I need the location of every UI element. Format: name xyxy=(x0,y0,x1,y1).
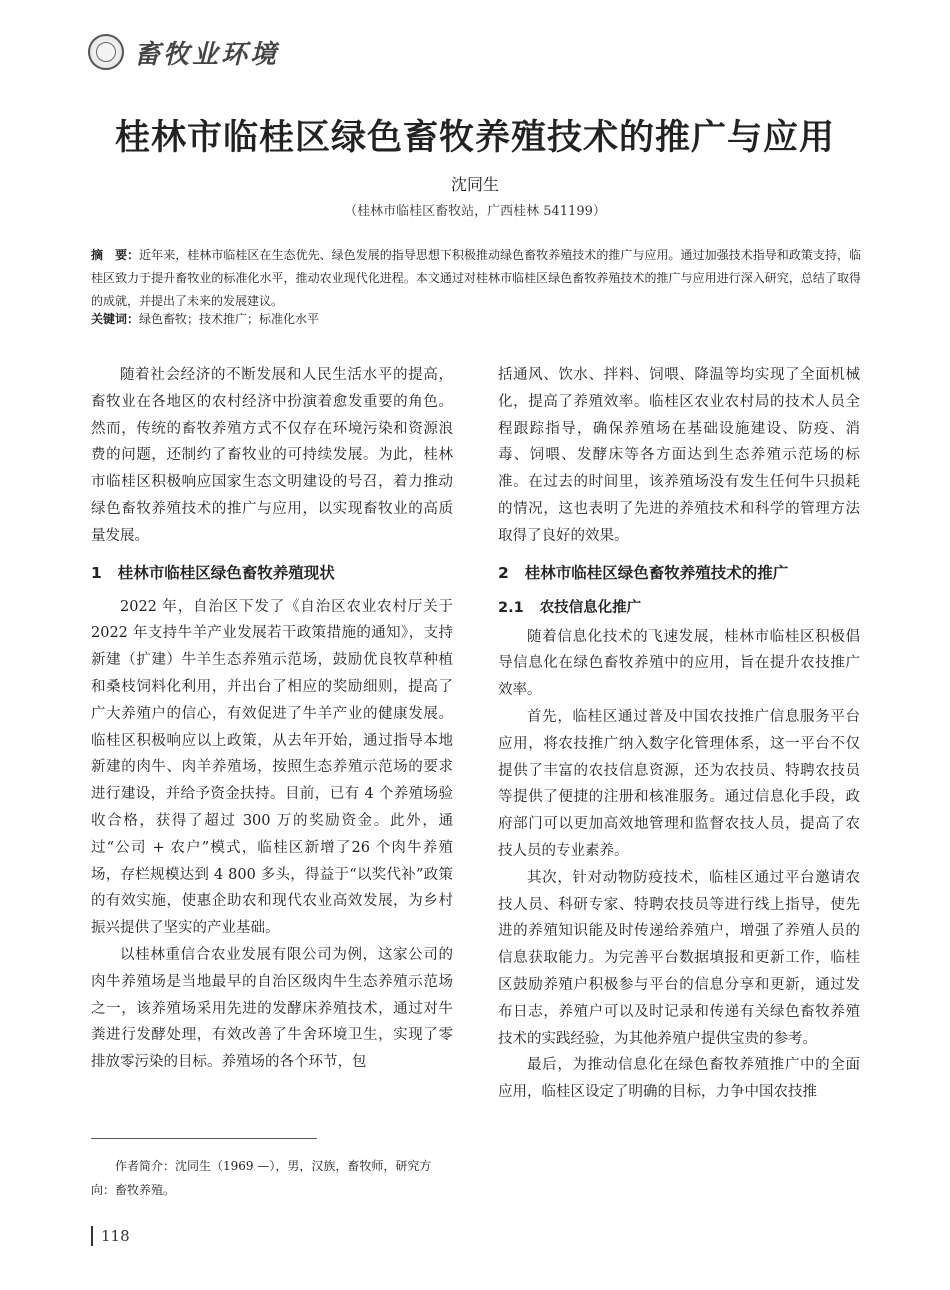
keywords xyxy=(91,308,861,331)
left-column xyxy=(91,362,453,1076)
right-column xyxy=(498,362,860,1106)
subsection-2-1-paragraph-3: 其次，针对动物防疫技术，临桂区通过平台邀请农技人员、科研专家、特聘农技员等进行线上指导，使先进的养殖知识能及时传递给养殖户，增强了养殖人员的信息获取能力。为完善平台数据填报和更新工作，临桂区鼓励养殖户积极参与平台的信息分享和更新，通过发布日志，养殖户可以及时记录和传递有关绿色畜牧养殖技术的实践经验，为其他养殖户提供宝贵的参考。 xyxy=(498,869,860,1047)
section-1-number: 1 xyxy=(91,563,102,582)
journal-masthead xyxy=(88,32,279,72)
journal-name: 畜牧业环境 xyxy=(134,39,280,70)
page-number: 118 xyxy=(101,1227,130,1245)
page-number-bar xyxy=(91,1226,93,1246)
intro-paragraph: 随着社会经济的不断发展和人民生活水平的提高，畜牧业在各地区的农村经济中扮演着愈发重要的角色。然而，传统的畜牧养殖方式不仅存在环境污染和资源浪费的问题，还制约了畜牧业的可持续发展。为此，桂林市临桂区积极响应国家生态文明建设的号召，着力推动绿色畜牧养殖技术的推广与应用，以实现畜牧业的高质量发展。 xyxy=(91,367,453,544)
footnote-text: 作者简介：沈同生（1969 —），男，汉族，畜牧师，研究方向：畜牧养殖。 xyxy=(91,1159,432,1197)
abstract-label: 摘 要： xyxy=(91,248,140,262)
journal-logo-icon xyxy=(88,34,124,70)
subsection-2-1-heading xyxy=(498,594,860,622)
section-2-number: 2 xyxy=(498,563,509,582)
subsection-2-1-number: 2.1 xyxy=(498,599,524,616)
section-1-title: 桂林市临桂区绿色畜牧养殖现状 xyxy=(117,563,335,582)
author-footnote xyxy=(91,1154,453,1202)
keywords-text: 绿色畜牧；技术推广；标准化水平 xyxy=(139,312,320,326)
abstract-text: 近年来，桂林市临桂区在生态优先、绿色发展的指导思想下积极推动绿色畜牧养殖技术的推广与应用。通过加强技术指导和政策支持，临桂区致力于提升畜牧业的标准化水平，推动农业现代化进程。本文通过对桂林市临桂区绿色畜牧养殖技术的推广与应用进行深入研究，总结了取得的成就，并提出了未来的发展建议。 xyxy=(91,248,861,308)
keywords-label: 关键词： xyxy=(91,312,140,326)
abstract xyxy=(91,244,861,313)
author-name: 沈同生 xyxy=(450,175,499,194)
subsection-2-1-paragraph-4: 最后，为推动信息化在绿色畜牧养殖推广中的全面应用，临桂区设定了明确的目标，力争中国农技推 xyxy=(498,1057,860,1101)
section-1-paragraph-2-continued: 括通风、饮水、拌料、饲喂、降温等均实现了全面机械化，提高了养殖效率。临桂区农业农村局的技术人员全程跟踪指导，确保养殖场在基础设施建设、防疫、消毒、饲喂、发酵床等各方面达到生态养殖示范场的标准。在过去的时间里，该养殖场没有发生任何牛只损耗的情况，这也表明了先进的养殖技术和科学的管理方法取得了良好的效果。 xyxy=(498,367,860,544)
article-title: 桂林市临桂区绿色畜牧养殖技术的推广与应用 xyxy=(114,118,835,158)
section-1-paragraph-1: 2022 年，自治区下发了《自治区农业农村厅关于2022 年支持牛羊产业发展若干政策措施的通知》，支持新建（扩建）牛羊生态养殖示范场，鼓励优良牧草种植和桑枝饲料化利用，并出台了相应的奖励细则，提高了广大养殖户的信心，有效促进了牛羊产业的健康发展。临桂区积极响应以上政策，从去年开始，通过指导本地新建的肉牛、肉羊养殖场，按照生态养殖示范场的要求进行建设，并给予资金扶持。目前，已有 4 个养殖场验收合格，获得了超过 300 万的奖励资金。此外，通过“公司 + 农户”模式，临桂区新增了26 个肉牛养殖场，存栏规模达到 4 800 多头，得益于“以奖代补”政策的有效实施，使惠企助农和现代农业高效发展，为乡村振兴提供了坚实的产业基础。 xyxy=(91,598,453,937)
section-2-heading xyxy=(498,558,860,588)
section-2-title: 桂林市临桂区绿色畜牧养殖技术的推广 xyxy=(524,563,789,582)
subsection-2-1-paragraph-1: 随着信息化技术的飞速发展，桂林市临桂区积极倡导信息化在绿色畜牧养殖中的应用，旨在提升农技推广效率。 xyxy=(498,628,860,699)
subsection-2-1-paragraph-2: 首先，临桂区通过普及中国农技推广信息服务平台应用，将农技推广纳入数字化管理体系，这一平台不仅提供了丰富的农技信息资源，还为农技员、特聘农技员等提供了便捷的注册和核准服务。通过信息化手段，政府部门可以更加高效地管理和监督农技人员，提高了农技人员的专业素养。 xyxy=(498,708,860,859)
footnote-divider xyxy=(91,1138,317,1139)
subsection-2-1-title: 农技信息化推广 xyxy=(539,599,642,616)
section-1-heading xyxy=(91,558,453,588)
section-1-paragraph-2: 以桂林重信合农业发展有限公司为例，这家公司的肉牛养殖场是当地最早的自治区级肉牛生态养殖示范场之一，该养殖场采用先进的发酵床养殖技术，通过对牛粪进行发酵处理，有效改善了牛舍环境卫生，实现了零排放零污染的目标。养殖场的各个环节，包 xyxy=(91,946,453,1071)
author-affiliation: （桂林市临桂区畜牧站，广西桂林 541199） xyxy=(344,204,606,219)
